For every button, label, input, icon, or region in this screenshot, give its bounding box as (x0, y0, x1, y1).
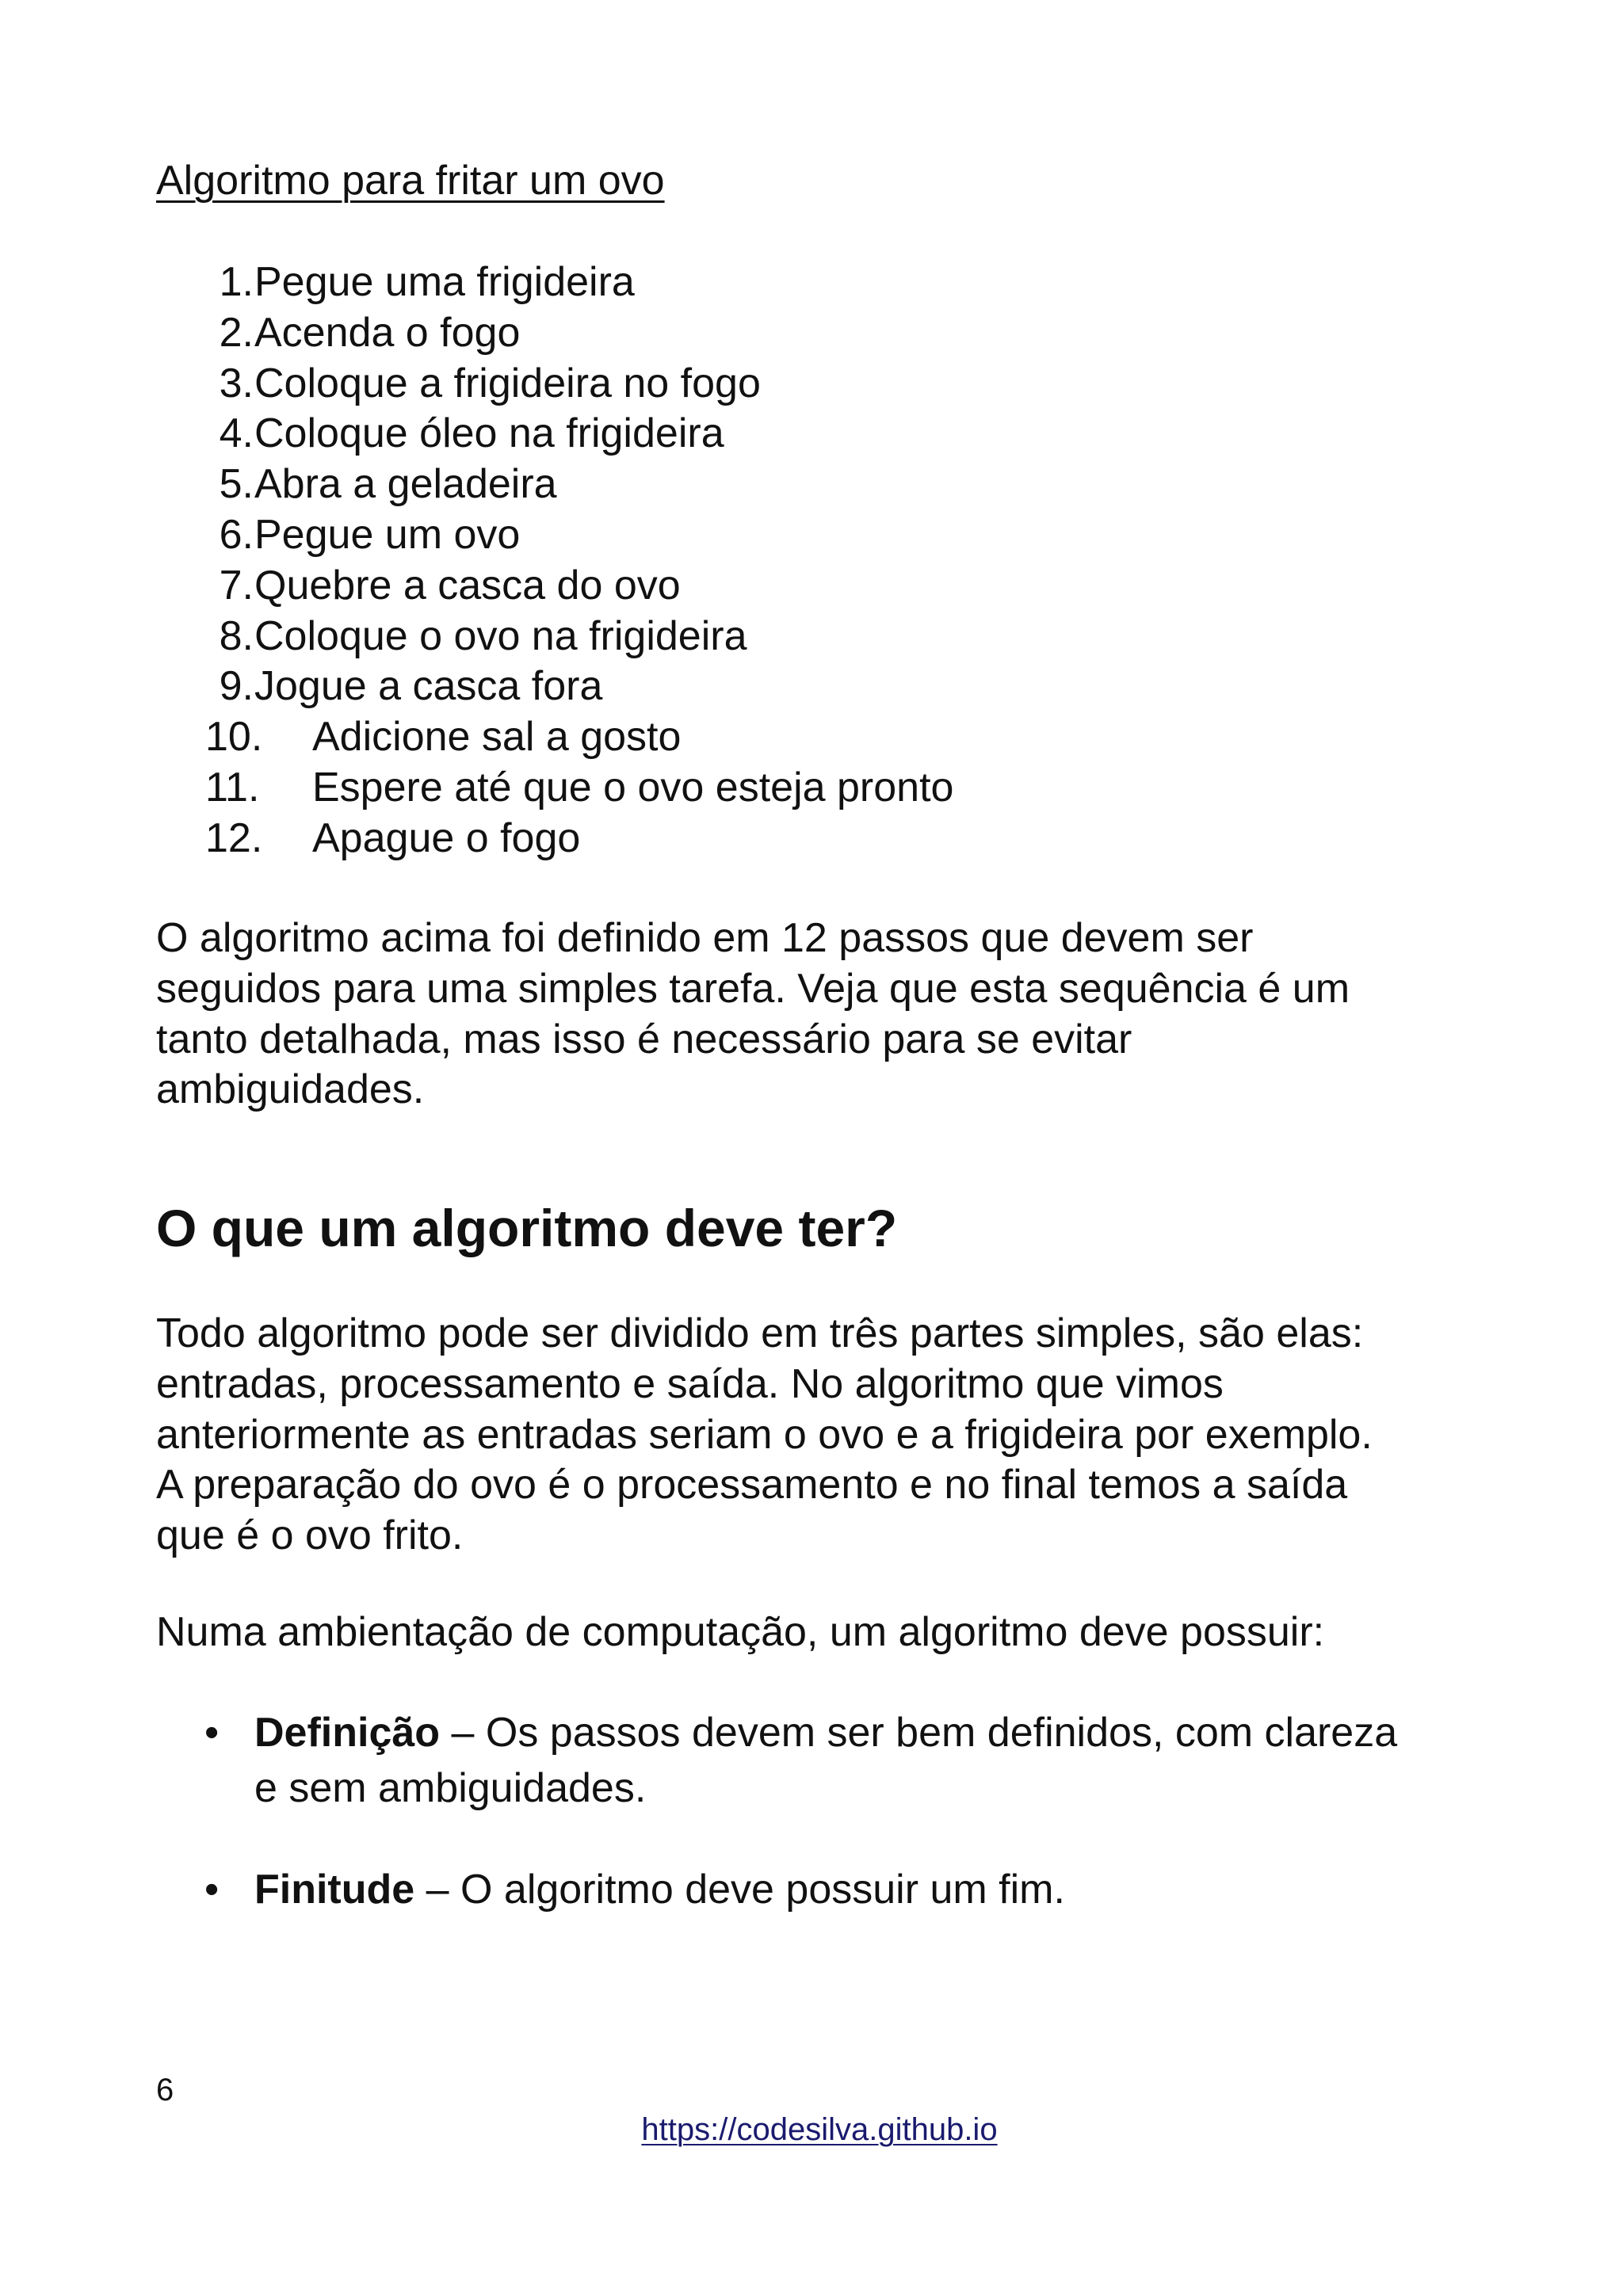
intro-paragraph (156, 913, 1519, 1116)
step-number: 4. (219, 410, 254, 457)
paragraph-line: Todo algoritmo pode ser dividido em três partes simples, são elas: (156, 1310, 1364, 1356)
bullet-body (254, 1862, 1065, 1917)
list-item (0, 359, 1623, 410)
document-heading: Algoritmo para fritar um ovo (156, 158, 665, 204)
step-text: Espere até que o ovo esteja pronto (312, 764, 954, 810)
list-item (0, 510, 1623, 561)
paragraph-line: entradas, processamento e saída. No algoritmo que vimos (156, 1360, 1224, 1407)
list-item (0, 814, 1623, 864)
numbered-step-list (0, 257, 1623, 864)
bullet-line (254, 1705, 1397, 1760)
step-number: 1. (219, 259, 254, 305)
step-number: 5. (219, 461, 254, 508)
step-text: Jogue a casca fora (254, 663, 603, 710)
parts-paragraph (156, 1309, 1519, 1562)
step-text: Acenda o fogo (254, 309, 521, 356)
step-number: 7. (219, 562, 254, 608)
list-item (0, 460, 1623, 510)
step-text: Apague o fogo (312, 814, 581, 861)
step-text: Coloque a frigideira no fogo (254, 360, 761, 406)
step-number: 8. (219, 612, 254, 659)
paragraph-line: ambiguidades. (156, 1066, 425, 1113)
paragraph-line: tanto detalhada, mas isso é necessário para se evitar (156, 1016, 1132, 1062)
bullet-line: e sem ambiguidades. (254, 1765, 647, 1811)
bullet-item-definicao (0, 1705, 1623, 1816)
bullet-term: Definição (254, 1710, 441, 1756)
list-item (0, 409, 1623, 460)
footer-link[interactable]: https://codesilva.github.io (641, 2112, 998, 2147)
paragraph-line: O algoritmo acima foi definido em 12 passos que devem ser (156, 915, 1254, 961)
bullet-item-finitude (0, 1862, 1623, 1917)
step-text: Abra a geladeira (254, 461, 557, 508)
section-title: O que um algoritmo deve ter? (156, 1199, 898, 1257)
step-number: 3. (219, 360, 254, 406)
step-text: Pegue uma frigideira (254, 259, 635, 305)
list-item (0, 612, 1623, 662)
paragraph-line: anteriormente as entradas seriam o ovo e a frigideira por exemplo. (156, 1411, 1373, 1458)
list-item (0, 308, 1623, 359)
page-number: 6 (156, 2073, 174, 2107)
step-number: 12. (205, 814, 263, 861)
step-number: 10. (205, 714, 263, 761)
list-item (0, 662, 1623, 712)
list-item (0, 712, 1623, 763)
bullet-icon: • (204, 1867, 220, 1913)
step-number: 2. (219, 309, 254, 356)
requirements-intro (156, 1608, 1519, 1658)
list-item (0, 257, 1623, 308)
list-item (0, 561, 1623, 612)
step-text: Quebre a casca do ovo (254, 562, 681, 608)
bullet-icon: • (204, 1710, 220, 1756)
step-text: Coloque óleo na frigideira (254, 410, 724, 457)
paragraph-line: A preparação do ovo é o processamento e no final temos a saída (156, 1462, 1348, 1508)
paragraph-line: seguidos para uma simples tarefa. Veja que esta sequência é um (156, 965, 1350, 1012)
bullet-line (254, 1862, 1065, 1917)
bullet-term: Finitude (254, 1867, 415, 1913)
step-number: 9. (219, 663, 254, 710)
bullet-text: – O algoritmo deve possuir um fim. (414, 1867, 1065, 1913)
bullet-text: – Os passos devem ser bem definidos, com clareza (440, 1710, 1398, 1756)
step-number: 11. (205, 764, 260, 810)
bullet-body (254, 1705, 1397, 1816)
paragraph-line: Numa ambientação de computação, um algoritmo deve possuir: (156, 1609, 1325, 1655)
paragraph-line: que é o ovo frito. (156, 1512, 464, 1559)
step-text: Adicione sal a gosto (312, 714, 682, 761)
step-text: Pegue um ovo (254, 511, 521, 558)
step-text: Coloque o ovo na frigideira (254, 612, 747, 659)
step-number: 6. (219, 511, 254, 558)
list-item (0, 763, 1623, 814)
